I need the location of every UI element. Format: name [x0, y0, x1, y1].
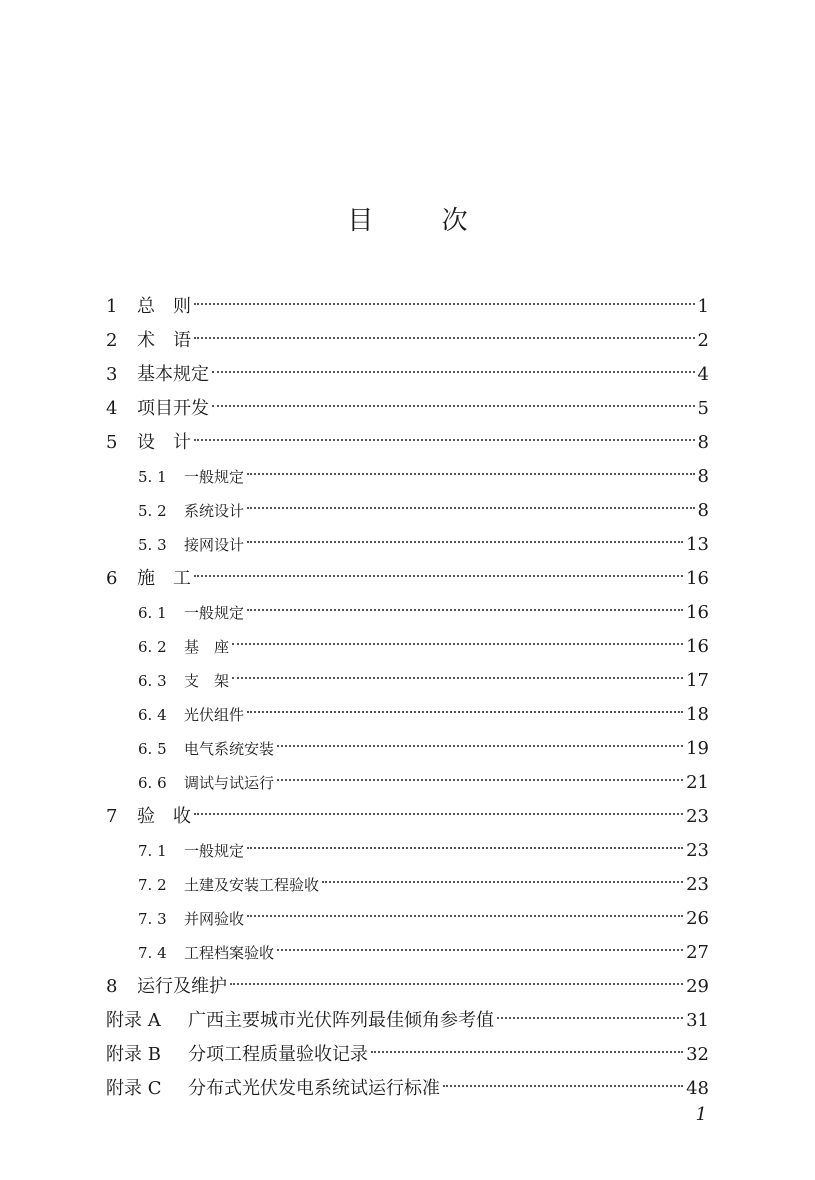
toc-entry-label: 分项工程质量验收记录 [188, 1044, 368, 1065]
toc-entry-number: 6. 3 [138, 672, 167, 690]
toc-subentry[interactable] [106, 936, 709, 970]
toc-entry[interactable] [106, 358, 709, 392]
toc-entry-label: 验 收 [137, 806, 191, 827]
toc-entry-page: 8 [697, 432, 709, 453]
toc-subentry[interactable] [106, 902, 709, 936]
leader-dots [247, 847, 683, 849]
leader-dots [247, 915, 683, 917]
toc-entry-label: 基本规定 [137, 364, 209, 385]
leader-dots [212, 405, 695, 407]
leader-dots [194, 813, 683, 815]
toc-entry-label: 并网验收 [184, 910, 245, 928]
toc-appendix-entry[interactable] [106, 1004, 709, 1038]
toc-entry-page: 2 [697, 330, 709, 351]
leader-dots [371, 1051, 683, 1053]
toc-subentry[interactable] [106, 766, 709, 800]
toc-entry-page: 23 [686, 874, 709, 895]
toc-subentry[interactable] [106, 834, 709, 868]
toc-entry-number: 5. 2 [138, 502, 167, 520]
page-number: 1 [695, 1104, 707, 1125]
toc-entry-page: 16 [686, 636, 709, 657]
toc-entry-label: 调试与试运行 [184, 774, 275, 792]
leader-dots [194, 303, 695, 305]
toc-entry-label: 系统设计 [184, 502, 245, 520]
toc-entry-page: 23 [686, 806, 709, 827]
leader-dots [277, 745, 683, 747]
toc-entry-number: 4 [106, 398, 118, 419]
toc-entry-page: 29 [686, 976, 709, 997]
toc-entry-label: 设 计 [137, 432, 191, 453]
toc-entry-label: 一般规定 [184, 604, 245, 622]
toc-entry-number: 3 [106, 364, 118, 385]
toc-entry-number: 7. 2 [138, 876, 167, 894]
toc-entry-number: 附录 C [106, 1078, 162, 1099]
toc-entry-page: 21 [686, 772, 709, 793]
toc-subentry[interactable] [106, 732, 709, 766]
toc-entry[interactable] [106, 392, 709, 426]
toc-entry[interactable] [106, 324, 709, 358]
toc-entry-page: 32 [686, 1044, 709, 1065]
toc-entry-label: 工程档案验收 [184, 944, 275, 962]
toc-subentry[interactable] [106, 494, 709, 528]
toc-appendix-entry[interactable] [106, 1072, 709, 1106]
toc-entry-label: 光伏组件 [184, 706, 245, 724]
leader-dots [247, 609, 683, 611]
toc-entry-label: 项目开发 [137, 398, 209, 419]
toc-entry-label: 接网设计 [184, 536, 245, 554]
toc-entry-number: 6. 1 [138, 604, 167, 622]
leader-dots [232, 677, 683, 679]
page-title: 目 次 [347, 206, 498, 236]
toc-entry-number: 7. 3 [138, 910, 167, 928]
toc-entry-page: 8 [697, 500, 709, 521]
toc-entry-page: 31 [686, 1010, 709, 1031]
toc-entry[interactable] [106, 800, 709, 834]
toc-entry-page: 27 [686, 942, 709, 963]
toc-entry-page: 16 [686, 568, 709, 589]
toc-entry-page: 19 [686, 738, 709, 759]
toc-entry-number: 6. 2 [138, 638, 167, 656]
toc-entry-page: 1 [697, 296, 709, 317]
leader-dots [212, 371, 695, 373]
leader-dots [247, 541, 683, 543]
toc-entry-page: 18 [686, 704, 709, 725]
toc-entry-label: 支 架 [184, 672, 230, 690]
leader-dots [277, 949, 683, 951]
toc-entry-page: 8 [697, 466, 709, 487]
toc-subentry[interactable] [106, 596, 709, 630]
leader-dots [194, 337, 695, 339]
toc-entry-page: 17 [686, 670, 709, 691]
toc-entry-label: 总 则 [137, 296, 191, 317]
toc-entry-number: 附录 A [106, 1010, 161, 1031]
toc-entry-number: 1 [106, 296, 118, 317]
leader-dots [443, 1085, 683, 1087]
toc-entry-number: 7 [106, 806, 118, 827]
toc-entry[interactable] [106, 562, 709, 596]
toc-subentry[interactable] [106, 630, 709, 664]
leader-dots [232, 643, 683, 645]
toc-entry-label: 基 座 [184, 638, 230, 656]
toc-entry[interactable] [106, 426, 709, 460]
toc-entry[interactable] [106, 290, 709, 324]
toc-entry-page: 5 [697, 398, 709, 419]
toc-entry-label: 运行及维护 [137, 976, 227, 997]
toc-appendix-entry[interactable] [106, 1038, 709, 1072]
toc-subentry[interactable] [106, 868, 709, 902]
toc-subentry[interactable] [106, 664, 709, 698]
toc-entry-number: 6. 6 [138, 774, 167, 792]
toc-subentry[interactable] [106, 460, 709, 494]
toc-entry-number: 6. 5 [138, 740, 167, 758]
toc-entry-number: 6. 4 [138, 706, 167, 724]
toc-entry-label: 土建及安装工程验收 [184, 876, 320, 894]
toc-subentry[interactable] [106, 698, 709, 732]
toc-entry-label: 一般规定 [184, 842, 245, 860]
toc-entry-label: 电气系统安装 [184, 740, 275, 758]
leader-dots [497, 1017, 683, 1019]
toc-entry-label: 一般规定 [184, 468, 245, 486]
toc-entry-number: 2 [106, 330, 118, 351]
leader-dots [247, 507, 695, 509]
toc-entry-label: 分布式光伏发电系统试运行标准 [188, 1078, 440, 1099]
toc-entry-page: 16 [686, 602, 709, 623]
toc-entry-number: 5. 1 [138, 468, 167, 486]
toc-entry-number: 8 [106, 976, 118, 997]
leader-dots [247, 711, 683, 713]
toc-entry-page: 4 [697, 364, 709, 385]
toc-subentry[interactable] [106, 528, 709, 562]
leader-dots [322, 881, 683, 883]
toc-entry-label: 广西主要城市光伏阵列最佳倾角参考值 [188, 1010, 494, 1031]
toc-entry-number: 7. 1 [138, 842, 167, 860]
toc-entry-page: 26 [686, 908, 709, 929]
toc-entry-page: 23 [686, 840, 709, 861]
toc-entry-number: 5 [106, 432, 118, 453]
leader-dots [230, 983, 683, 985]
leader-dots [194, 439, 695, 441]
toc-entry-page: 48 [686, 1078, 709, 1099]
toc-entry-label: 施 工 [137, 568, 191, 589]
toc-entry-page: 13 [686, 534, 709, 555]
table-of-contents [106, 290, 709, 1106]
toc-entry[interactable] [106, 970, 709, 1004]
toc-entry-number: 6 [106, 568, 118, 589]
toc-entry-number: 7. 4 [138, 944, 167, 962]
toc-entry-number: 附录 B [106, 1044, 161, 1065]
toc-entry-number: 5. 3 [138, 536, 167, 554]
leader-dots [194, 575, 683, 577]
toc-entry-label: 术 语 [137, 330, 191, 351]
leader-dots [277, 779, 683, 781]
leader-dots [247, 473, 695, 475]
